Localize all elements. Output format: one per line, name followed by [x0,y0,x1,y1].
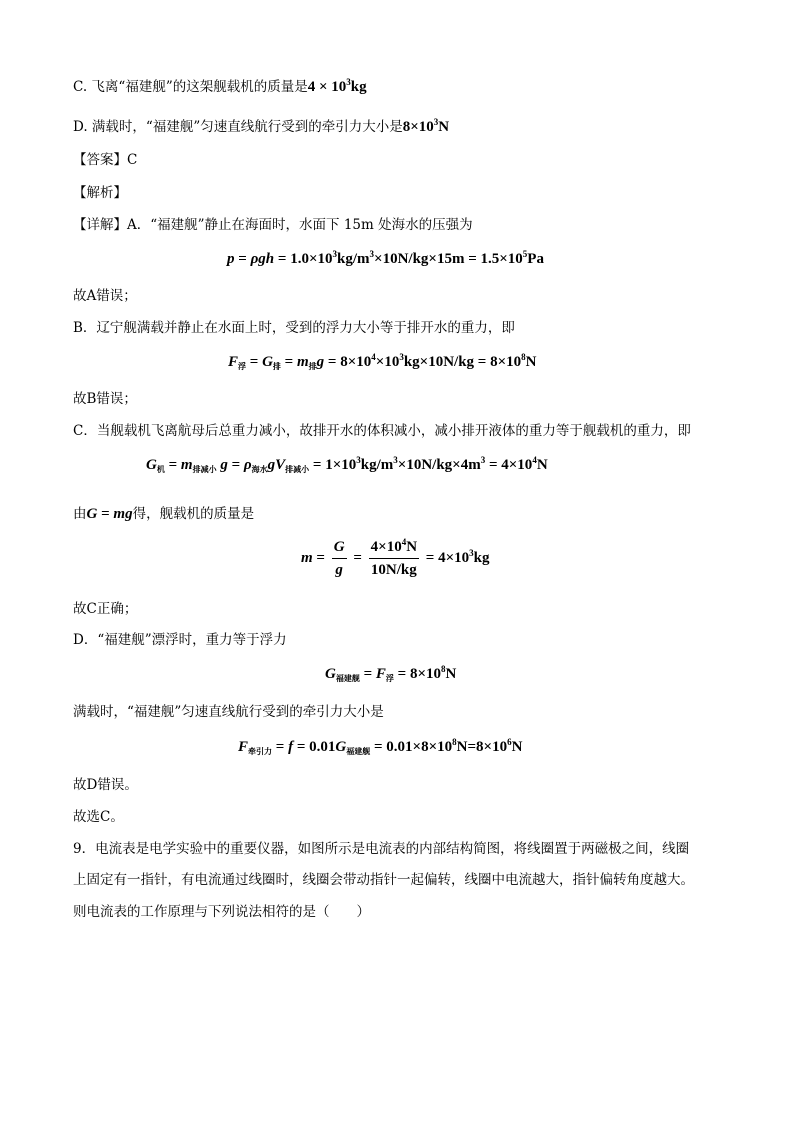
detail-d: D．“福建舰”漂浮时，重力等于浮力 [73,632,287,648]
answer-line: 【答案】C [73,152,138,168]
conclusion-d: 故D错误。 [73,777,138,793]
fraction-g-over-g: $\frac{G}{g}$ [333,539,345,578]
option-c-value: $4 \times 10^3kg$ [307,77,367,95]
detail-a: 【详解】A．“福建舰”静止在海面时，水面下 15m 处海水的压强为 [73,217,473,233]
question-9-line-1: 9．电流表是电学实验中的重要仪器，如图所示是电流表的内部结构简图，将线圈置于两磁极之间，线圈 [73,841,690,857]
equation-d2: $F_{牵引力} = f = 0.01G_{福建舰} = 0.01\times 8\times 10^8N=8\times 10^6N$ [238,737,523,756]
option-c: C. 飞离“福建舰”的这架舰载机的质量是$4 \times 10^3kg$ [73,77,367,95]
from-line: 由G = mg得，舰载机的质量是 [73,506,255,522]
detail-d2: 满载时，“福建舰”匀速直线航行受到的牵引力大小是 [73,704,384,720]
question-9-line-2: 上固定有一指针，有电流通过线圈时，线圈会带动指针一起偏转，线圈中电流越大，指针偏转角度越大。 [73,872,694,888]
question-9-line-3: 则电流表的工作原理与下列说法相符的是（ ） [73,904,370,920]
detail-c: C．当舰载机飞离航母后总重力减小，故排开水的体积减小，减小排开液体的重力等于舰载机的重力，即 [73,423,691,439]
final-choice: 故选C。 [73,809,124,825]
option-d: D. 满载时，“福建舰”匀速直线航行受到的牵引力大小是$8\times 10^3N$ [73,117,450,135]
equation-c: $G_机 = m_{排减小}$ $g = \rho_{海水}gV_{排减小} = 1\times 10^3kg/m^3\times 10N/kg\times 4m^3 = 4\times 10^4N$ [146,455,548,474]
equation-b: $F_浮 = G_排 = m_排g = 8\times 10^4\times 10^3kg\times 10N/kg = 8\times 10^8N$ [228,352,537,371]
equation-d: $G_{福建舰} = F_浮 = 8\times 10^8N$ [325,664,457,683]
from-equation: G = mg [86,506,133,522]
equation-a: $p = \rho gh = 1.0\times 10^3kg/m^3\times 10N/kg\times 15m = 1.5\times 10^5Pa$ [227,249,544,267]
equation-c-mass: m = $\frac{G}{g}$ = $\frac{4\times 10^4N}{10N/kg}$ = $4\times 10^3kg$ [301,537,490,578]
detail-b: B．辽宁舰满载并静止在水面上时，受到的浮力大小等于排开水的重力，即 [73,320,515,336]
conclusion-c: 故C正确； [73,601,138,617]
option-d-value: $8\times 10^3N$ [402,117,450,135]
analysis-heading: 【解析】 [73,185,127,201]
conclusion-b: 故B错误； [73,391,137,407]
conclusion-a: 故A错误； [73,288,137,304]
fraction-weight-over-g: $\frac{4\times 10^4N}{10N/kg}$ [370,537,418,578]
